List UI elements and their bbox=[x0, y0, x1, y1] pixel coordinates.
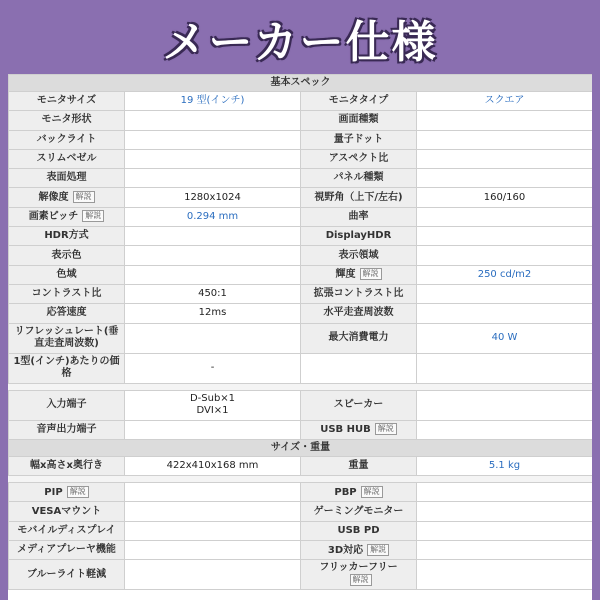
monitor-shape-value bbox=[125, 111, 301, 130]
display-colors-value bbox=[125, 246, 301, 265]
usb-hub-value bbox=[417, 420, 593, 439]
usb-pd-value bbox=[417, 521, 593, 540]
speaker-label: スピーカー bbox=[301, 390, 417, 420]
quantum-dot-value bbox=[417, 130, 593, 149]
resolution-help-tag[interactable]: 解説 bbox=[73, 191, 95, 203]
pixel-pitch-help-tag[interactable]: 解説 bbox=[82, 210, 104, 222]
slim-bezel-value bbox=[125, 149, 301, 168]
curvature-value bbox=[417, 207, 593, 226]
media-player-value bbox=[125, 541, 301, 560]
viewing-angle-label: 視野角（上下/左右) bbox=[301, 188, 417, 207]
monitor-size-label: モニタサイズ bbox=[9, 92, 125, 111]
spec-sheet bbox=[8, 74, 592, 600]
speaker-value bbox=[417, 390, 593, 420]
surface-value bbox=[125, 169, 301, 188]
pip-label-text: PIP bbox=[44, 486, 63, 498]
3d-support-label-text: 3D対応 bbox=[327, 544, 364, 556]
display-colors-label: 表示色 bbox=[9, 246, 125, 265]
backlight-value bbox=[125, 130, 301, 149]
monitor-type-label: モニタタイプ bbox=[301, 92, 417, 111]
usb-hub-help-tag[interactable]: 解説 bbox=[375, 423, 397, 435]
pbp-value bbox=[417, 483, 593, 502]
input-terminal-value bbox=[125, 390, 301, 420]
displayhdr-value bbox=[417, 227, 593, 246]
horizontal-frequency-value bbox=[417, 304, 593, 323]
curvature-label: 曲率 bbox=[301, 207, 417, 226]
pip-value bbox=[125, 483, 301, 502]
banner bbox=[0, 0, 600, 76]
brightness-label bbox=[301, 265, 417, 284]
weight-value[interactable]: 5.1 kg bbox=[417, 456, 593, 475]
color-gamut-value bbox=[125, 265, 301, 284]
display-area-value bbox=[417, 246, 593, 265]
dimensions-label: 幅x高さx奥行き bbox=[9, 456, 125, 475]
pbp-label-text: PBP bbox=[334, 486, 357, 498]
panel-kind-value bbox=[417, 169, 593, 188]
horizontal-frequency-label: 水平走査周波数 bbox=[301, 304, 417, 323]
usb-hub-label-text: USB HUB bbox=[320, 424, 371, 436]
audio-output-value bbox=[125, 420, 301, 439]
refresh-rate-label: リフレッシュレート(垂直走査周波数) bbox=[9, 323, 125, 353]
weight-label: 重量 bbox=[301, 456, 417, 475]
blue-light-label: ブルーライト軽減 bbox=[9, 560, 125, 590]
display-area-label: 表示領域 bbox=[301, 246, 417, 265]
color-gamut-label: 色域 bbox=[9, 265, 125, 284]
refresh-rate-value bbox=[125, 323, 301, 353]
gaming-monitor-label: ゲーミングモニター bbox=[301, 502, 417, 521]
viewing-angle-value: 160/160 bbox=[417, 188, 593, 207]
pixel-pitch-label-text: 画素ピッチ bbox=[28, 211, 79, 223]
banner-title: メーカー仕様 bbox=[162, 17, 438, 68]
monitor-type-value[interactable]: スクエア bbox=[417, 92, 593, 111]
flicker-free-value bbox=[417, 560, 593, 590]
max-power-value[interactable]: 40 W bbox=[417, 323, 593, 353]
price-per-inch-label: 1型(インチ)あたりの価格 bbox=[9, 353, 125, 383]
hdr-label: HDR方式 bbox=[9, 227, 125, 246]
3d-support-help-tag[interactable]: 解説 bbox=[367, 544, 389, 556]
gaming-monitor-value bbox=[417, 502, 593, 521]
panel-type-label: 画面種類 bbox=[301, 111, 417, 130]
audio-output-label: 音声出力端子 bbox=[9, 420, 125, 439]
contrast-label: コントラスト比 bbox=[9, 284, 125, 303]
surface-label: 表面処理 bbox=[9, 169, 125, 188]
pixel-pitch-value[interactable]: 0.294 mm bbox=[125, 207, 301, 226]
vesa-label: VESAマウント bbox=[9, 502, 125, 521]
pixel-pitch-label bbox=[9, 207, 125, 226]
response-time-label: 応答速度 bbox=[9, 304, 125, 323]
monitor-shape-label: モニタ形状 bbox=[9, 111, 125, 130]
panel-kind-label: パネル種類 bbox=[301, 169, 417, 188]
vesa-value bbox=[125, 502, 301, 521]
flicker-free-label bbox=[301, 560, 417, 590]
extended-contrast-label: 拡張コントラスト比 bbox=[301, 284, 417, 303]
pbp-label bbox=[301, 483, 417, 502]
input-terminal-dvi: DVI×1 bbox=[196, 405, 229, 417]
pip-label bbox=[9, 483, 125, 502]
section-gap bbox=[9, 476, 593, 483]
spec-table bbox=[8, 74, 592, 590]
quantum-dot-label: 量子ドット bbox=[301, 130, 417, 149]
aspect-ratio-label: アスペクト比 bbox=[301, 149, 417, 168]
aspect-ratio-value bbox=[417, 149, 593, 168]
monitor-size-value[interactable]: 19 型(インチ) bbox=[125, 92, 301, 111]
panel-type-value bbox=[417, 111, 593, 130]
usb-hub-label bbox=[301, 420, 417, 439]
empty-cell bbox=[417, 353, 593, 383]
resolution-value: 1280x1024 bbox=[125, 188, 301, 207]
mobile-display-label: モバイルディスプレイ bbox=[9, 521, 125, 540]
resolution-label bbox=[9, 188, 125, 207]
media-player-label: メディアプレーヤ機能 bbox=[9, 541, 125, 560]
pip-help-tag[interactable]: 解説 bbox=[67, 486, 89, 498]
3d-support-value bbox=[417, 541, 593, 560]
resolution-label-text: 解像度 bbox=[38, 192, 69, 204]
empty-cell bbox=[301, 353, 417, 383]
brightness-help-tag[interactable]: 解説 bbox=[360, 268, 382, 280]
displayhdr-label: DisplayHDR bbox=[301, 227, 417, 246]
contrast-value: 450:1 bbox=[125, 284, 301, 303]
input-terminal-dsub: D-Sub×1 bbox=[189, 393, 236, 405]
backlight-label: バックライト bbox=[9, 130, 125, 149]
flicker-free-label-text: フリッカーフリー bbox=[319, 562, 398, 574]
blue-light-value bbox=[125, 560, 301, 590]
max-power-label: 最大消費電力 bbox=[301, 323, 417, 353]
pbp-help-tag[interactable]: 解説 bbox=[361, 486, 383, 498]
brightness-value[interactable]: 250 cd/m2 bbox=[417, 265, 593, 284]
response-time-value: 12ms bbox=[125, 304, 301, 323]
usb-pd-label: USB PD bbox=[301, 521, 417, 540]
section-gap bbox=[9, 383, 593, 390]
section-size-weight: サイズ・重量 bbox=[9, 439, 593, 456]
mobile-display-value bbox=[125, 521, 301, 540]
section-basic-spec: 基本スペック bbox=[9, 75, 593, 92]
price-per-inch-value: - bbox=[125, 353, 301, 383]
flicker-free-help-tag[interactable]: 解説 bbox=[350, 574, 372, 586]
brightness-label-text: 輝度 bbox=[335, 269, 356, 281]
extended-contrast-value bbox=[417, 284, 593, 303]
hdr-value bbox=[125, 227, 301, 246]
input-terminal-label: 入力端子 bbox=[9, 390, 125, 420]
slim-bezel-label: スリムベゼル bbox=[9, 149, 125, 168]
3d-support-label bbox=[301, 541, 417, 560]
dimensions-value: 422x410x168 mm bbox=[125, 456, 301, 475]
